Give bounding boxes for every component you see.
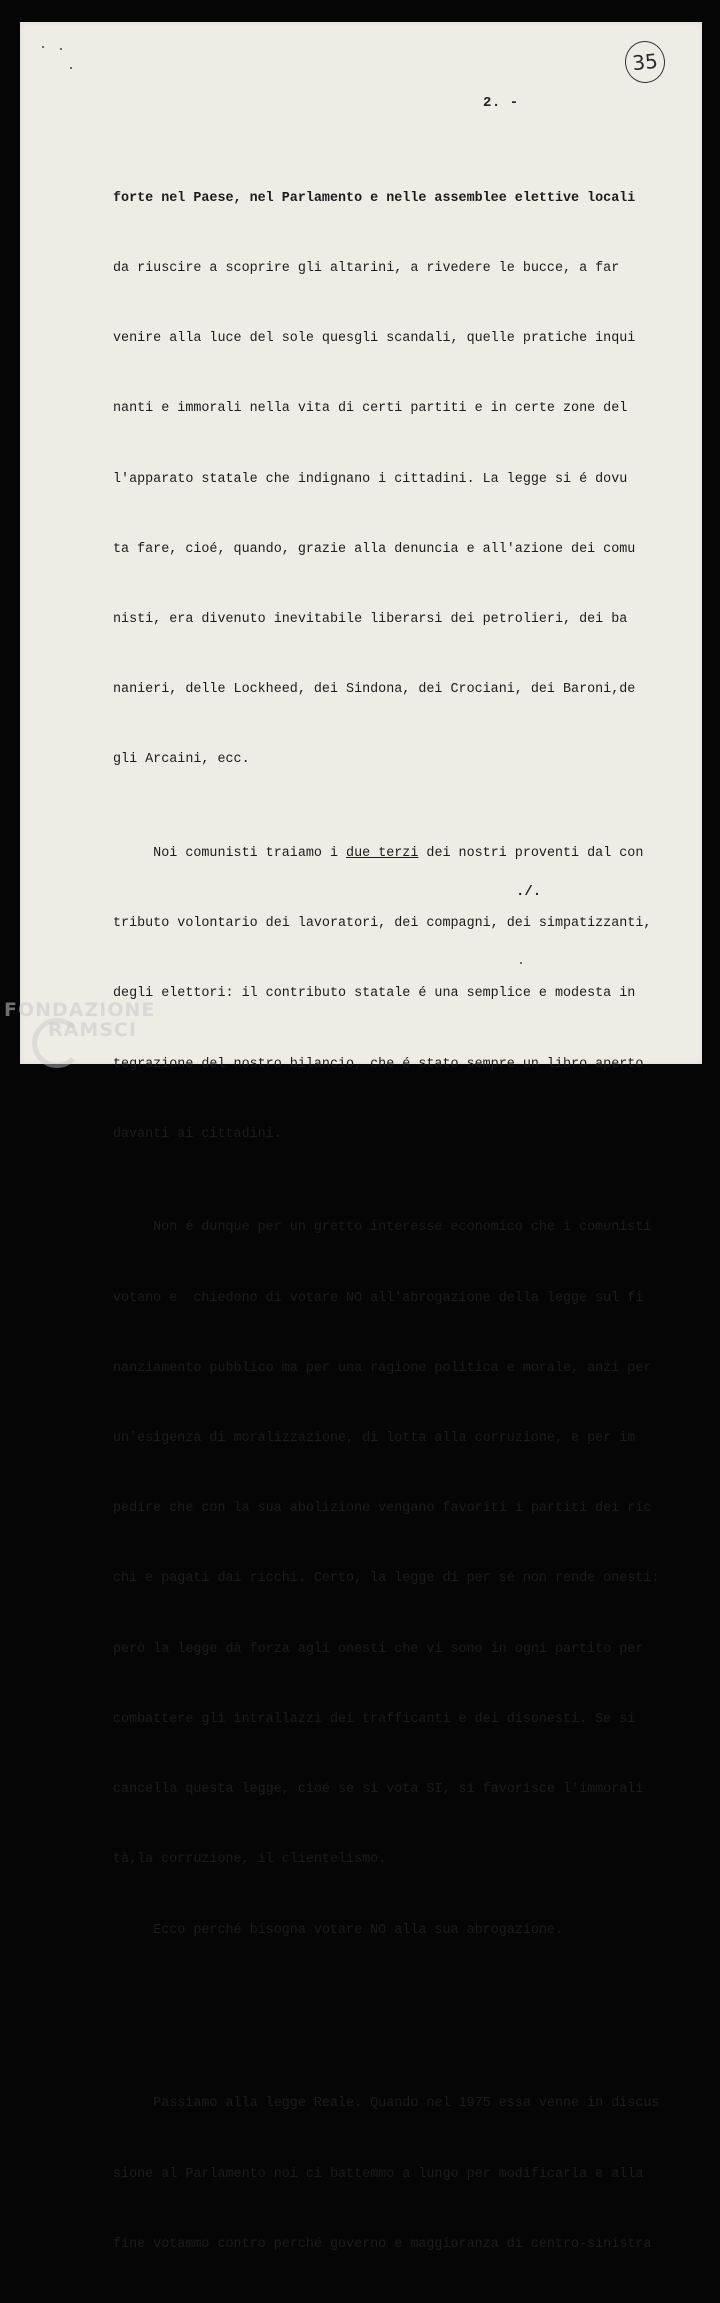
text-line: Non é dunque per un gretto interesse economico che i comunisti (113, 1220, 652, 1236)
text-line: fine votammo contro perché governo e maggioranza di centro-sinistra (113, 2236, 652, 2252)
watermark-line: FONDAZIONE (4, 999, 156, 1021)
document-page (20, 22, 702, 2252)
text-line: da riuscire a scoprire gli altarini, a rivedere le bucce, a far (113, 261, 620, 277)
paper-speck (42, 46, 44, 48)
text-segment: dei nostri proventi dal con (418, 846, 644, 862)
text-line: sione al Parlamento noi ci battemmo a lungo per modificarla e alla (113, 2166, 644, 2182)
continuation-mark: ./. (516, 884, 542, 900)
text-line: nisti, era divenuto inevitabile liberarsi dei petrolieri, dei ba (113, 612, 628, 628)
text-segment: Noi comunisti traiamo i (113, 846, 347, 862)
text-line: votano e chiedono di votare NO all'abrogazione della legge sul fi (113, 1290, 644, 1306)
text-line: tributo volontario dei lavoratori, dei compagni, dei simpatizzanti, (113, 916, 652, 932)
archive-number: 35 (631, 48, 659, 76)
text-line: nanziamento pubblico ma per una ragione politica e morale, anzi per (113, 1360, 652, 1376)
archive-watermark (4, 1000, 155, 1040)
text-line: Ecco perché bisogna votare NO alla sua abrogazione. (113, 1922, 563, 1938)
paper-speck (520, 962, 522, 964)
text-line: gli Arcaini, ecc. (113, 752, 250, 768)
text-line (113, 842, 683, 865)
text-line: nanieri, delle Lockheed, dei Sindona, dei Crociani, dei Baroni,de (113, 682, 636, 698)
text-line: combattere gli intrallazzi dei trafficanti e dei disonesti. Se si (113, 1711, 636, 1727)
text-line: venire alla luce del sole quesgli scandali, quelle pratiche inqui (113, 331, 636, 347)
paragraph-gap (113, 2012, 683, 2022)
text-line: tegrazione del nostro bilancio, che é stato sempre un libro aperto (113, 1056, 644, 1072)
text-line: degli elettori: il contributo statale é una semplice e modesta in (113, 986, 636, 1002)
text-line: ta fare, cioé, quando, grazie alla denuncia e all'azione dei comu (113, 541, 636, 557)
watermark-g-logo (32, 1018, 82, 1068)
text-line: chi e pagati dai ricchi. Certo, la legge di per sé non rende onesti: (113, 1571, 660, 1587)
text-line: l'apparato statale che indignano i cittadini. La legge si é dovu (113, 471, 628, 487)
text-line: pedire che con la sua abolizione vengano favoriti i partiti dei ric (113, 1501, 652, 1517)
watermark-line: RAMSCI (48, 1019, 137, 1041)
paper-speck (70, 67, 72, 69)
underlined-text: due terzi (346, 846, 419, 862)
text-line: nanti e immorali nella vita di certi partiti e in certe zone del (113, 401, 628, 417)
text-line: un'esigenza di moralizzazione, di lotta alla corruzione, e per im (113, 1431, 636, 1447)
text-line: però la legge dà forza agli onesti che vi sono in ogni partito per (113, 1641, 644, 1657)
text-line: Passiamo alla legge Reale. Quando nel 1975 essa venne in discus (113, 2096, 660, 2112)
typewritten-body (113, 140, 683, 2303)
archive-number-circle (623, 39, 667, 85)
page-number: 2. - (483, 95, 519, 111)
text-line: davanti ai cittadini. (113, 1126, 282, 1142)
text-line: cancella questa legge, cioé se si vota SI, si favorisce l'immorali (113, 1782, 644, 1798)
text-line: forte nel Paese, nel Parlamento e nelle assemblee elettive locali (113, 190, 636, 206)
paper-speck (60, 48, 62, 50)
text-line: tà,la corruzione, il clientelismo. (113, 1852, 387, 1868)
